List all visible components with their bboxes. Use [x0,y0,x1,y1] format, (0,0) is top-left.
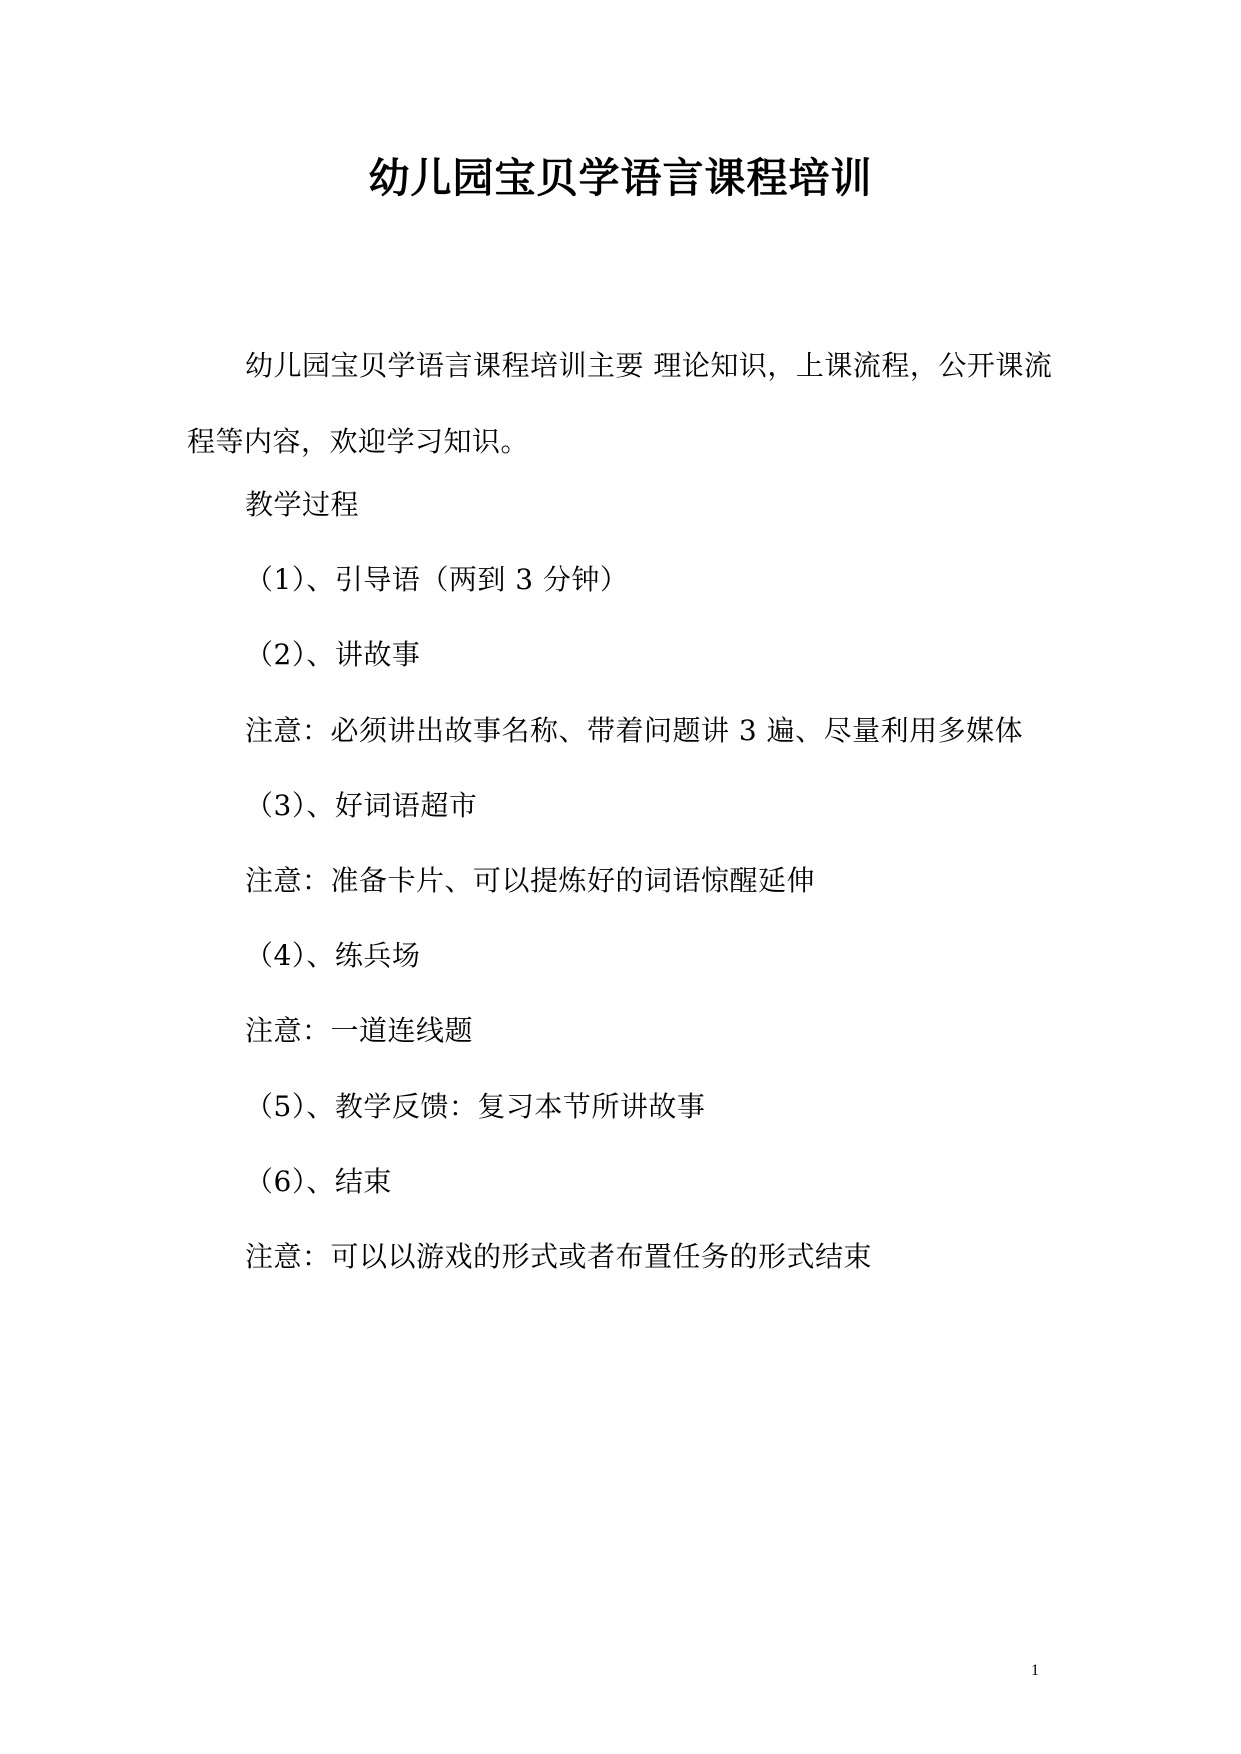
note-vocabulary: 注意：准备卡片、可以提炼好的词语惊醒延伸 [245,864,816,897]
step-6-end: （6）、结束 [245,1165,392,1198]
document-title: 幼儿园宝贝学语言课程培训 [368,154,873,202]
note-story: 注意：必须讲出故事名称、带着问题讲 3 遍、尽量利用多媒体 [245,714,1024,747]
intro-paragraph: 幼儿园宝贝学语言课程培训主要 理论知识，上课流程，公开课流程等内容，欢迎学习知识。 [187,349,1053,458]
note-practice: 注意：一道连线题 [245,1014,474,1047]
step-4-practice: （4）、练兵场 [245,939,421,972]
note-end: 注意：可以以游戏的形式或者布置任务的形式结束 [245,1240,873,1273]
step-3-vocabulary: （3）、好词语超市 [245,789,478,822]
section-heading-teaching-process: 教学过程 [245,488,360,521]
step-2-story: （2）、讲故事 [245,638,421,671]
step-5-feedback: （5）、教学反馈：复习本节所讲故事 [245,1090,706,1123]
page-number: 1 [1031,1662,1039,1679]
step-1-intro: （1）、引导语（两到 3 分钟） [245,563,629,596]
